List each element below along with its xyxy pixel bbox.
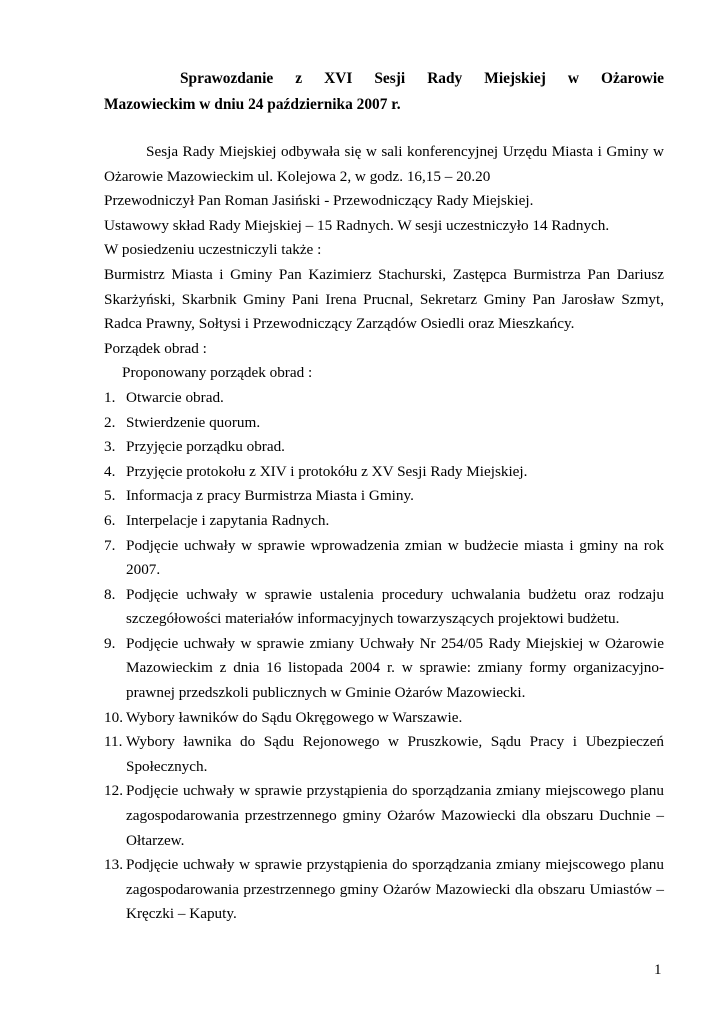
agenda-item-text: Stwierdzenie quorum. bbox=[126, 413, 261, 431]
agenda-item bbox=[104, 386, 664, 411]
title-line-1: Sprawozdanie z XVI Sesji Rady Miejskiej w Ożarowie bbox=[180, 70, 664, 87]
agenda-item-text: Przyjęcie porządku obrad. bbox=[126, 438, 285, 456]
page-number: 1 bbox=[654, 962, 662, 978]
agenda-item-number: 12. bbox=[104, 782, 123, 800]
agenda-list bbox=[104, 386, 664, 927]
agenda-item-text: Informacja z pracy Burmistrza Miasta i Gminy. bbox=[126, 487, 414, 505]
agenda-item bbox=[104, 706, 664, 731]
agenda-item-number: 1. bbox=[104, 388, 116, 406]
agenda-item-number: 6. bbox=[104, 511, 116, 529]
document-body bbox=[104, 140, 664, 927]
composition-line: Ustawowy skład Rady Miejskiej – 15 Radnych. W sesji uczestniczyło 14 Radnych. bbox=[104, 216, 610, 234]
agenda-item-number: 9. bbox=[104, 634, 116, 652]
agenda-item-number: 4. bbox=[104, 462, 116, 480]
agenda-item-text: Przyjęcie protokołu z XIV i protokółu z XV Sesji Rady Miejskiej. bbox=[126, 462, 528, 480]
title-line-2: Mazowieckim w dniu 24 października 2007 r. bbox=[104, 96, 401, 113]
agenda-item-text: Wybory ławnika do Sądu Rejonowego w Pruszkowie, Sądu Pracy i Ubezpieczeń Społecznych. bbox=[126, 733, 664, 775]
agenda-item bbox=[104, 435, 664, 460]
agenda-item-number: 13. bbox=[104, 856, 123, 874]
agenda-proposed-heading: Proponowany porządek obrad : bbox=[122, 364, 313, 382]
agenda-item-text: Podjęcie uchwały w sprawie przystąpienia do sporządzania zmiany miejscowego planu zagospodarowania przestrzennego gminy Ożarów Mazowiecki dla obszaru Umiastów – Kręczki – Kaputy. bbox=[126, 856, 664, 923]
agenda-item bbox=[104, 411, 664, 436]
intro-paragraph: Sesja Rady Miejskiej odbywała się w sali konferencyjnej Urzędu Miasta i Gminy w Ożarowie Mazowieckim ul. Kolejowa 2, w godz. 16,15 – 20.20 bbox=[104, 143, 664, 185]
chair-line: Przewodniczył Pan Roman Jasiński - Przewodniczący Rady Miejskiej. bbox=[104, 192, 534, 210]
document-title bbox=[104, 66, 664, 118]
agenda-heading: Porządek obrad : bbox=[104, 339, 207, 357]
agenda-item-number: 10. bbox=[104, 708, 123, 726]
agenda-item bbox=[104, 534, 664, 583]
agenda-item-text: Podjęcie uchwały w sprawie wprowadzenia zmian w budżecie miasta i gminy na rok 2007. bbox=[126, 536, 664, 579]
agenda-item bbox=[104, 853, 664, 927]
agenda-item-number: 2. bbox=[104, 413, 116, 431]
agenda-item-text: Podjęcie uchwały w sprawie przystąpienia do sporządzania zmiany miejscowego planu zagospodarowania przestrzennego gminy Ożarów Mazowiecki dla obszaru Duchnie – Ołtarzew. bbox=[126, 782, 664, 849]
agenda-item-text: Otwarcie obrad. bbox=[126, 388, 224, 406]
agenda-item bbox=[104, 484, 664, 509]
agenda-item-number: 11. bbox=[104, 733, 123, 751]
agenda-item-number: 7. bbox=[104, 536, 116, 554]
agenda-item-text: Podjęcie uchwały w sprawie zmiany Uchwały Nr 254/05 Rady Miejskiej w Ożarowie Mazowieckim z dnia 16 listopada 2004 r. w sprawie: zmiany formy organizacyjno-prawnej przedszkoli publicznych w Gminie Ożarów Mazowiecki. bbox=[126, 634, 664, 702]
agenda-item bbox=[104, 779, 664, 853]
agenda-item-number: 8. bbox=[104, 585, 116, 603]
agenda-item-text: Wybory ławników do Sądu Okręgowego w Warszawie. bbox=[126, 708, 463, 726]
agenda-item bbox=[104, 632, 664, 706]
agenda-item bbox=[104, 583, 664, 632]
participants-intro: W posiedzeniu uczestniczyli także : bbox=[104, 241, 322, 259]
agenda-item bbox=[104, 509, 664, 534]
agenda-item-number: 5. bbox=[104, 487, 116, 505]
agenda-item bbox=[104, 460, 664, 485]
agenda-item-text: Podjęcie uchwały w sprawie ustalenia procedury uchwalania budżetu oraz rodzaju szczegółowości materiałów informacyjnych towarzyszących projektowi budżetu. bbox=[126, 585, 664, 628]
agenda-item-text: Interpelacje i zapytania Radnych. bbox=[126, 511, 330, 529]
participants-paragraph: Burmistrz Miasta i Gminy Pan Kazimierz Stachurski, Zastępca Burmistrza Pan Dariusz Skarżyński, Skarbnik Gminy Pani Irena Prucnal, Sekretarz Gminy Pan Jarosław Szmyt, Radca Prawny, Sołtysi i Przewodniczący Zarządów Osiedli oraz Mieszkańcy. bbox=[104, 265, 664, 333]
agenda-item-number: 3. bbox=[104, 438, 116, 456]
agenda-item bbox=[104, 730, 664, 779]
